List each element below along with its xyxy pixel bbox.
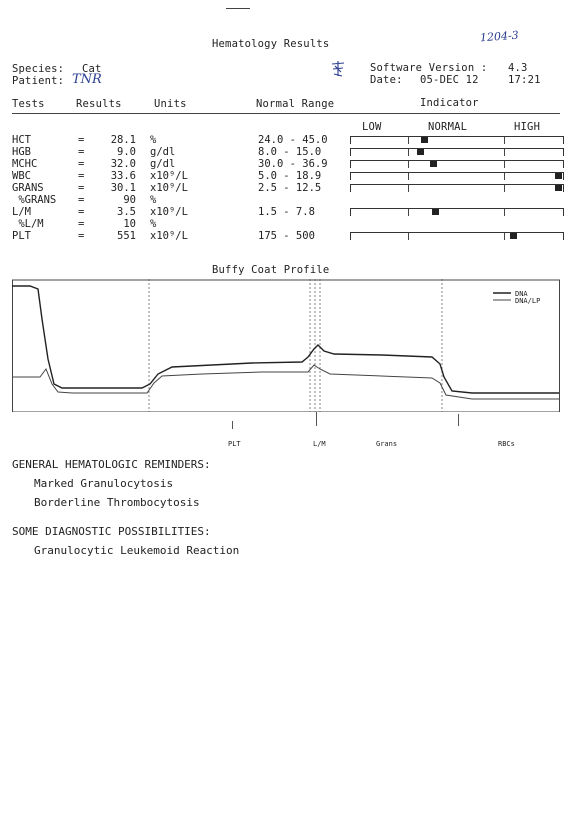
- col-results: Results: [76, 98, 122, 110]
- reminders-title: GENERAL HEMATOLOGIC REMINDERS:: [12, 458, 211, 471]
- indicator-range-tick: [504, 173, 505, 180]
- buffy-title: Buffy Coat Profile: [212, 264, 330, 276]
- indicator-marker: [510, 233, 517, 239]
- handwritten-id: 1204-3: [479, 28, 520, 45]
- result-row: [0, 230, 584, 242]
- indicator-range-tick: [504, 137, 505, 144]
- result-unit: g/dl: [150, 158, 176, 170]
- result-row: [0, 182, 584, 194]
- indicator-range-tick: [504, 233, 505, 240]
- result-value: 28.1: [110, 134, 136, 146]
- indicator-range-tick: [408, 233, 409, 240]
- diagnostics-title: SOME DIAGNOSTIC POSSIBILITIES:: [12, 525, 211, 538]
- result-normal-range: 175 - 500: [258, 230, 315, 242]
- result-row: [0, 146, 584, 158]
- result-test-name: HCT: [12, 134, 31, 146]
- buffy-coat-plot: [12, 279, 560, 412]
- result-test-name: WBC: [12, 170, 31, 182]
- indicator-marker: [421, 137, 428, 143]
- header-divider: [12, 113, 560, 114]
- handwritten-mark-icon: [330, 60, 346, 78]
- plot-frame: [13, 280, 560, 412]
- result-row: [0, 158, 584, 170]
- diagnostic-item: Granulocytic Leukemoid Reaction: [34, 544, 240, 557]
- result-row: [0, 218, 584, 230]
- indicator-range-tick: [408, 209, 409, 216]
- result-unit: %: [150, 134, 157, 146]
- result-equals: =: [78, 158, 85, 170]
- indicator-marker: [430, 161, 437, 167]
- indicator-range-tick: [408, 185, 409, 192]
- result-normal-range: 2.5 - 12.5: [258, 182, 322, 194]
- indicator-bar: [350, 148, 564, 156]
- legend-dnalp-label: DNA/LP: [515, 297, 541, 305]
- species-value: Cat: [82, 63, 102, 75]
- result-test-name: %GRANS: [12, 194, 57, 206]
- result-value: 9.0: [117, 146, 136, 158]
- result-value: 551: [117, 230, 136, 242]
- indicator-bar: [350, 184, 564, 192]
- report-title: Hematology Results: [212, 38, 330, 50]
- result-normal-range: 1.5 - 7.8: [258, 206, 315, 218]
- top-mark: [226, 8, 250, 9]
- result-equals: =: [78, 194, 85, 206]
- result-equals: =: [78, 206, 85, 218]
- result-test-name: %L/M: [12, 218, 44, 230]
- dna-curve: [12, 286, 559, 393]
- result-equals: =: [78, 230, 85, 242]
- species-label: Species:: [12, 63, 65, 75]
- indicator-range-tick: [504, 161, 505, 168]
- indicator-bar: [350, 172, 564, 180]
- indicator-range-tick: [504, 149, 505, 156]
- date-label: Date:: [370, 74, 403, 86]
- result-row: [0, 206, 584, 218]
- result-test-name: PLT: [12, 230, 31, 242]
- result-test-name: HGB: [12, 146, 31, 158]
- reminder-item: Borderline Thrombocytosis: [34, 496, 200, 509]
- indicator-range-tick: [408, 161, 409, 168]
- result-unit: x10⁹/L: [150, 206, 188, 218]
- date-value: 05-DEC 12: [420, 74, 479, 86]
- result-test-name: MCHC: [12, 158, 38, 170]
- indicator-marker: [555, 185, 562, 191]
- result-value: 90: [123, 194, 136, 206]
- patient-value: TNR: [72, 72, 102, 87]
- result-unit: x10⁹/L: [150, 182, 188, 194]
- result-equals: =: [78, 170, 85, 182]
- result-normal-range: 8.0 - 15.0: [258, 146, 322, 158]
- result-unit: %: [150, 194, 157, 206]
- buffy-label-rbcs: RBCs: [498, 440, 515, 448]
- result-equals: =: [78, 182, 85, 194]
- buffy-label-plt: PLT: [228, 440, 241, 448]
- software-label: Software Version :: [370, 62, 488, 74]
- indicator-bar: [350, 136, 564, 144]
- result-row: [0, 194, 584, 206]
- indicator-marker: [417, 149, 424, 155]
- result-unit: x10⁹/L: [150, 230, 188, 242]
- buffy-tick-rbc-mark: [458, 414, 459, 426]
- indicator-normal-label: NORMAL: [428, 121, 468, 133]
- col-normal-range: Normal Range: [256, 98, 335, 110]
- indicator-range-tick: [504, 185, 505, 192]
- patient-label: Patient:: [12, 75, 65, 87]
- result-test-name: GRANS: [12, 182, 44, 194]
- result-normal-range: 30.0 - 36.9: [258, 158, 328, 170]
- software-value: 4.3: [508, 62, 528, 74]
- dna-lp-curve: [12, 365, 559, 399]
- col-indicator: Indicator: [420, 97, 479, 109]
- result-unit: x10⁹/L: [150, 170, 188, 182]
- result-row: [0, 170, 584, 182]
- result-unit: g/dl: [150, 146, 176, 158]
- indicator-bar: [350, 232, 564, 240]
- buffy-tick-plt-mark: [232, 421, 233, 429]
- indicator-high-label: HIGH: [514, 121, 541, 133]
- reminder-item: Marked Granulocytosis: [34, 477, 174, 490]
- result-equals: =: [78, 218, 85, 230]
- indicator-marker: [432, 209, 439, 215]
- indicator-range-tick: [408, 137, 409, 144]
- buffy-label-lm: L/M: [313, 440, 326, 448]
- result-value: 30.1: [110, 182, 136, 194]
- legend-dna-label: DNA: [515, 290, 528, 298]
- result-equals: =: [78, 134, 85, 146]
- indicator-low-label: LOW: [362, 121, 382, 133]
- col-units: Units: [154, 98, 187, 110]
- result-normal-range: 5.0 - 18.9: [258, 170, 322, 182]
- indicator-range-tick: [408, 173, 409, 180]
- indicator-marker: [555, 173, 562, 179]
- col-tests: Tests: [12, 98, 45, 110]
- result-value: 3.5: [117, 206, 136, 218]
- buffy-label-grans: Grans: [376, 440, 398, 448]
- buffy-tick-lm-mark: [316, 412, 317, 426]
- indicator-range-tick: [408, 149, 409, 156]
- result-value: 33.6: [110, 170, 136, 182]
- indicator-range-tick: [504, 209, 505, 216]
- indicator-bar: [350, 160, 564, 168]
- result-equals: =: [78, 146, 85, 158]
- result-unit: %: [150, 218, 157, 230]
- result-test-name: L/M: [12, 206, 31, 218]
- result-value: 10: [123, 218, 136, 230]
- result-normal-range: 24.0 - 45.0: [258, 134, 328, 146]
- indicator-bar: [350, 208, 564, 216]
- result-value: 32.0: [110, 158, 136, 170]
- result-row: [0, 134, 584, 146]
- time-value: 17:21: [508, 74, 541, 86]
